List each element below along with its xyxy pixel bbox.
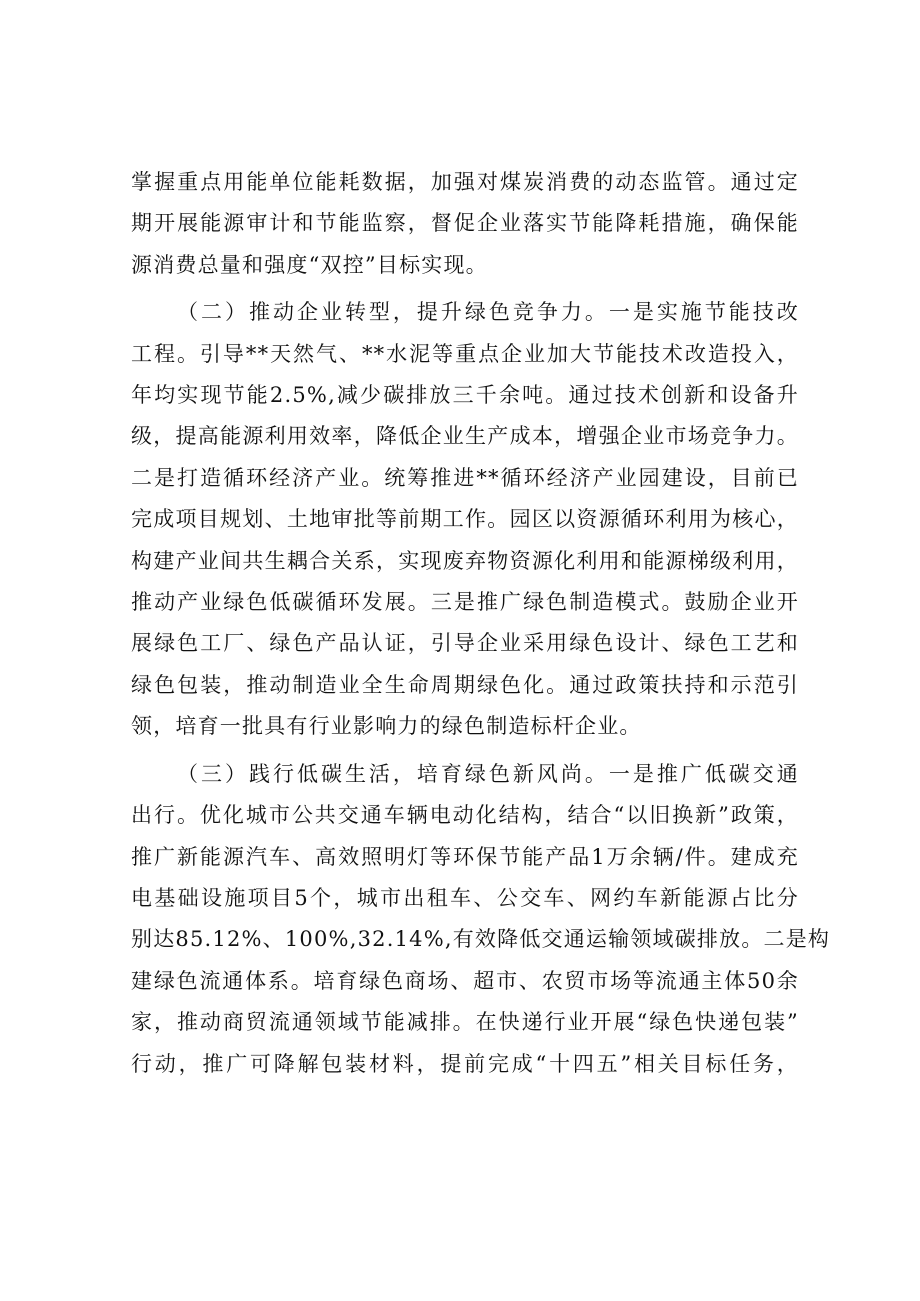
text-line: 完成项目规划、土地审批等前期工作。园区以资源循环利用为核心， [131, 507, 799, 532]
paragraph-energy-monitoring [131, 162, 799, 286]
text-line: 源消费总量和强度“双控”目标实现。 [131, 252, 488, 277]
text-line: 推广新能源汽车、高效照明灯等环保节能产品1万余辆/件。建成充 [131, 844, 799, 869]
text-line: 年均实现节能2.5%,减少碳排放三千余吨。通过技术创新和设备升 [131, 383, 799, 408]
text-line: 构建产业间共生耦合关系，实现废弃物资源化利用和能源梯级利用， [131, 548, 799, 573]
paragraph-enterprise-transformation [131, 292, 799, 747]
text-line: 期开展能源审计和节能监察，督促企业落实节能降耗措施，确保能 [131, 211, 799, 236]
text-line: 绿色包装，推动制造业全生命周期绿色化。通过政策扶持和示范引 [131, 672, 799, 697]
text-line: 二是打造循环经济产业。统筹推进**循环经济产业园建设，目前已 [131, 465, 799, 490]
document-body [131, 162, 831, 1085]
section-heading-line: （二）推动企业转型，提升绿色竞争力。一是实施节能技改 [177, 300, 799, 325]
text-line: 建绿色流通体系。培育绿色商场、超市、农贸市场等流通主体50余 [131, 968, 799, 993]
text-line: 展绿色工厂、绿色产品认证，引导企业采用绿色设计、绿色工艺和 [131, 631, 799, 656]
text-line: 工程。引导**天然气、**水泥等重点企业加大节能技术改造投入， [131, 341, 799, 366]
text-line: 级，提高能源利用效率，降低企业生产成本，增强企业市场竞争力。 [131, 424, 799, 449]
paragraph-low-carbon-life [131, 754, 831, 1085]
text-line: 家，推动商贸流通领域节能减排。在快递行业开展“绿色快递包装” [131, 1010, 799, 1035]
text-line: 行动，推广可降解包装材料，提前完成“十四五”相关目标任务， [131, 1051, 799, 1076]
text-line: 出行。优化城市公共交通车辆电动化结构，结合“以旧换新”政策， [131, 803, 799, 828]
text-line: 领，培育一批具有行业影响力的绿色制造标杆企业。 [131, 714, 642, 739]
text-line: 推动产业绿色低碳循环发展。三是推广绿色制造模式。鼓励企业开 [131, 590, 799, 615]
section-heading-line: （三）践行低碳生活，培育绿色新风尚。一是推广低碳交通 [177, 761, 799, 786]
text-line: 电基础设施项目5个，城市出租车、公交车、网约车新能源占比分 [131, 885, 799, 910]
text-line: 别达85.12%、100%,32.14%,有效降低交通运输领域碳排放。二是构 [131, 927, 831, 952]
text-line: 掌握重点用能单位能耗数据，加强对煤炭消费的动态监管。通过定 [131, 170, 799, 194]
